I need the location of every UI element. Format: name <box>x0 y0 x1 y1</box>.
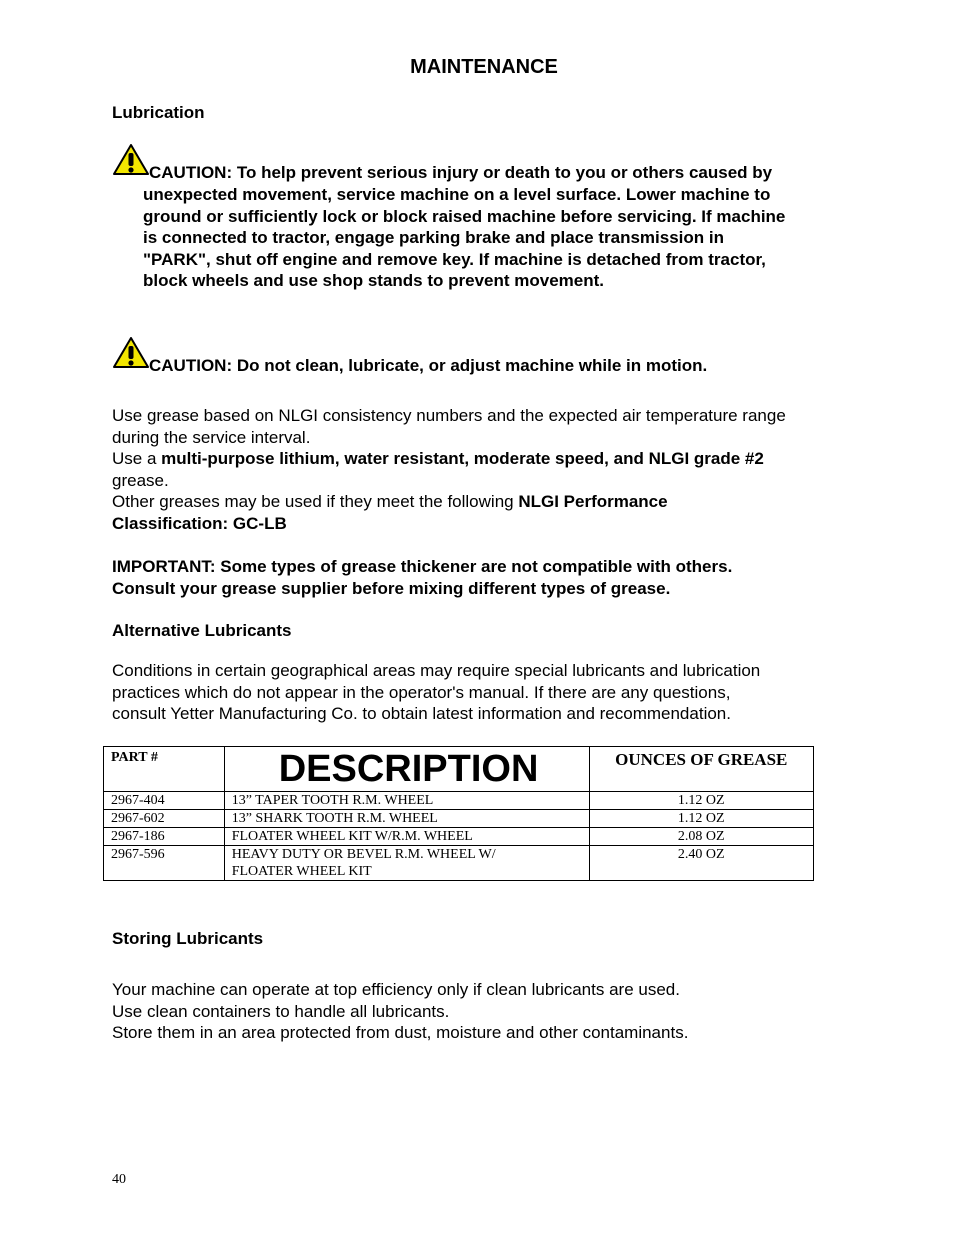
cell-ounces: 2.40 OZ <box>589 846 813 881</box>
cell-description: 13” SHARK TOOTH R.M. WHEEL <box>224 810 589 828</box>
grease-table <box>103 746 814 881</box>
caution-1-line-1: CAUTION: To help prevent serious injury or death to you or others caused by <box>149 163 773 182</box>
alternative-text: Conditions in certain geographical areas may require special lubricants and lubrication practices which do not appear in the operator's manual. If there are any questions, consult Yetter Manufacturing Co. to obtain latest information and recommendation. <box>112 661 761 724</box>
col-header-description: DESCRIPTION <box>224 747 589 792</box>
cell-part: 2967-596 <box>104 846 225 881</box>
lubrication-heading: Lubrication <box>112 103 205 122</box>
table-row <box>104 792 814 810</box>
page-title: MAINTENANCE <box>410 56 558 78</box>
cell-description: FLOATER WHEEL KIT W/R.M. WHEEL <box>224 828 589 846</box>
cell-part: 2967-602 <box>104 810 225 828</box>
cell-part: 2967-404 <box>104 792 225 810</box>
cell-ounces: 1.12 OZ <box>589 792 813 810</box>
warning-triangle-icon <box>112 336 150 370</box>
col-header-part: PART # <box>104 747 225 792</box>
caution-1-text: unexpected movement, service machine on a level surface. Lower machine to ground or sufficiently lock or block raised machine before servicing. If machine is connected to tractor, engage parking brake and place transmission in "PARK", shut off engine and remove key. If machine is detached from tractor, block wheels and use shop stands to prevent movement. <box>143 185 786 291</box>
warning-triangle-icon <box>112 143 150 177</box>
page-number: 40 <box>112 1172 126 1187</box>
alternative-heading: Alternative Lubricants <box>112 621 292 640</box>
caution-2: CAUTION: Do not clean, lubricate, or adjust machine while in motion. <box>149 356 708 375</box>
important-note: IMPORTANT: Some types of grease thickener are not compatible with others. Consult your grease supplier before mixing different types of grease. <box>112 557 733 598</box>
table-row <box>104 810 814 828</box>
cell-description: 13” TAPER TOOTH R.M. WHEEL <box>224 792 589 810</box>
col-header-ounces: OUNCES OF GREASE <box>589 747 813 792</box>
table-row <box>104 828 814 846</box>
cell-ounces: 2.08 OZ <box>589 828 813 846</box>
grease-paragraphs: Use grease based on NLGI consistency numbers and the expected air temperature range during the service interval. Use a multi-purpose lithium, water resistant, moderate speed, and NLGI grade #2 grease. Other greases may be used if they meet the following NLGI Performance Classification: GC-LB <box>112 406 786 533</box>
storing-heading: Storing Lubricants <box>112 929 264 948</box>
storing-text: Your machine can operate at top efficiency only if clean lubricants are used. Use clean containers to handle all lubricants. Store them in an area protected from dust, moisture and other contaminants. <box>112 980 689 1043</box>
cell-part: 2967-186 <box>104 828 225 846</box>
table-header-row <box>104 747 814 792</box>
cell-description: HEAVY DUTY OR BEVEL R.M. WHEEL W/ FLOATER WHEEL KIT <box>224 846 589 881</box>
cell-ounces: 1.12 OZ <box>589 810 813 828</box>
table-row <box>104 846 814 881</box>
